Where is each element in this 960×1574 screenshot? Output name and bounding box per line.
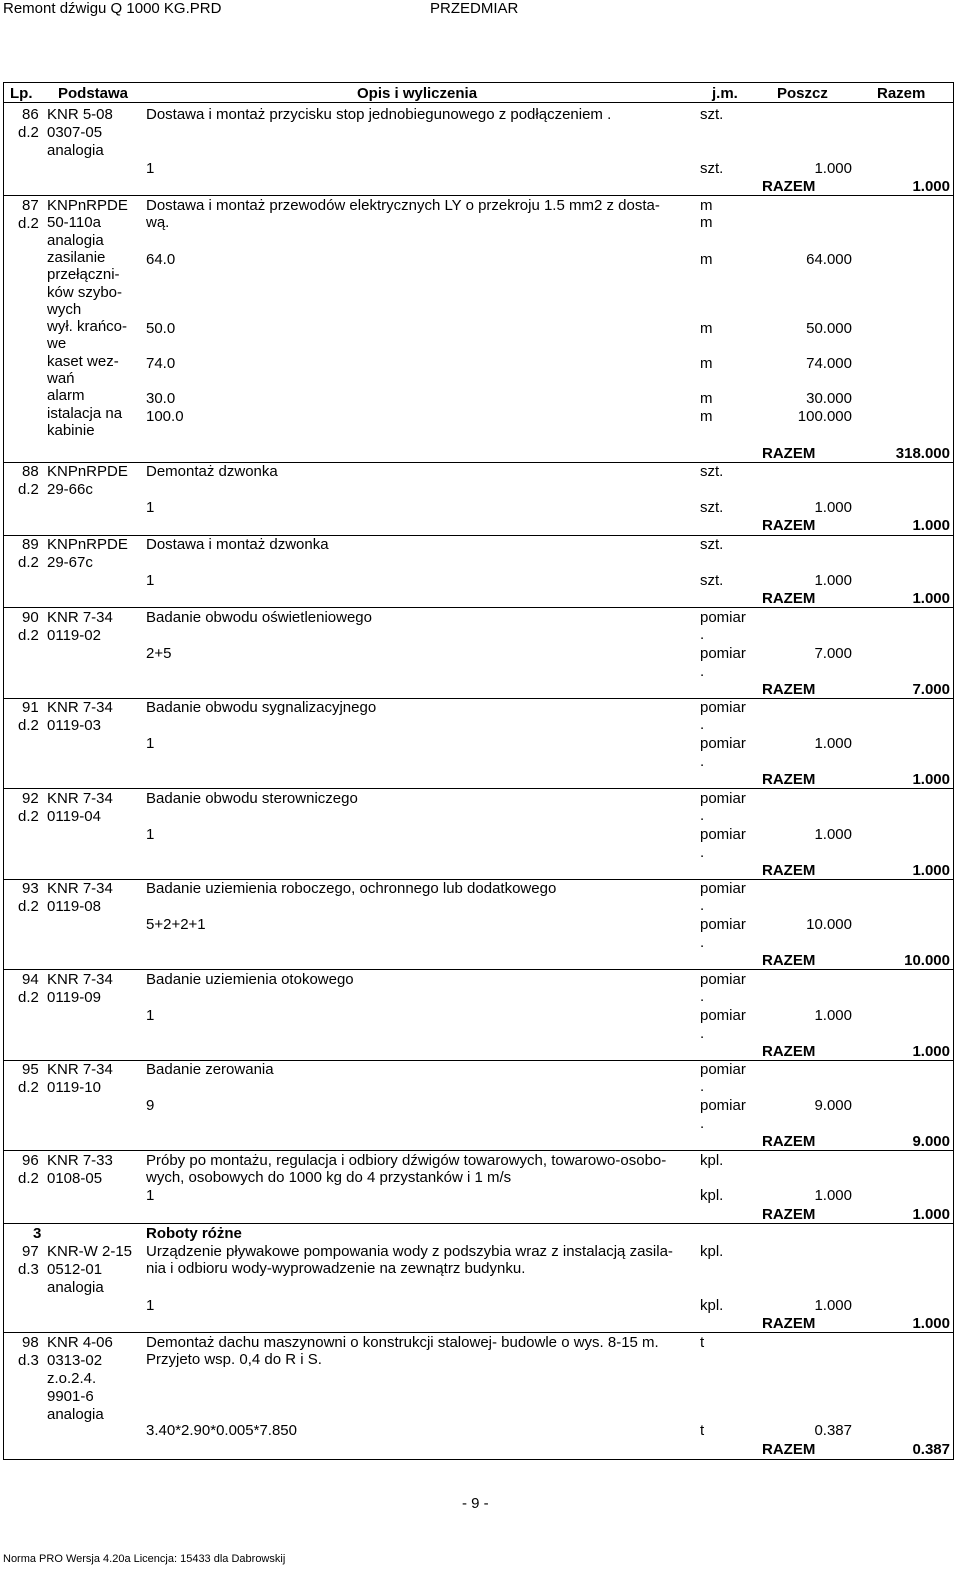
item-sub: d.2 [18,898,39,915]
razem-label: RAZEM [762,862,816,879]
item-jm: kpl. [700,1152,724,1169]
calc-jm: pomiar [700,645,746,662]
row-divider [3,969,954,970]
item-podstawa: zasilanie [47,248,106,266]
item-podstawa: analogia [47,1279,104,1296]
item-jm: pomiar [700,880,746,897]
calc-expression: 1 [146,735,155,752]
razem-value: 1.000 [912,590,950,607]
item-lp: 98 [22,1334,39,1351]
item-sub: d.2 [18,554,39,571]
calc-jm: m [700,251,713,268]
item-jm: kpl. [700,1243,724,1260]
item-podstawa: we [47,335,67,353]
item-podstawa: KNR 7-34 [47,699,113,716]
header-divider [3,102,954,103]
item-lp: 96 [22,1152,39,1169]
item-podstawa: wych [47,300,82,318]
calc-jm-dot: . [700,1115,705,1132]
calc-jm: pomiar [700,1007,746,1024]
item-podstawa: KNR 7-34 [47,609,113,626]
row-divider [3,1332,954,1333]
razem-value: 1.000 [912,1206,950,1223]
calc-value: 7.000 [814,645,852,662]
calc-expression: 9 [146,1097,155,1114]
calc-expression: 5+2+2+1 [146,916,206,933]
item-podstawa: KNR 7-34 [47,971,113,988]
item-jm: szt. [700,106,724,123]
calc-expression: 100.0 [146,408,184,425]
calc-value: 1.000 [814,826,852,843]
item-podstawa: analogia [47,231,104,249]
document-title: Remont dźwigu Q 1000 KG.PRD [3,0,222,17]
item-sub: d.2 [18,481,39,498]
item-lp: 89 [22,536,39,553]
calc-expression: 1 [146,826,155,843]
item-opis: Próby po montażu, regulacja i odbiory dźwigów towarowych, towarowo-osobo- [146,1152,667,1169]
calc-jm: kpl. [700,1297,724,1314]
item-podstawa: KNPnRPDE [47,463,128,480]
calc-jm: pomiar [700,1097,746,1114]
col-header-poszcz: Poszcz [777,85,828,102]
calc-value: 50.000 [806,320,852,337]
item-opis: wą. [146,214,170,231]
item-podstawa: kaset wez- [47,352,119,370]
item-podstawa: 0108-05 [47,1170,103,1187]
razem-value: 1.000 [912,517,950,534]
calc-jm: kpl. [700,1187,724,1204]
razem-label: RAZEM [762,771,816,788]
calc-expression: 1 [146,499,155,516]
item-podstawa: 0119-04 [47,808,101,825]
col-header-jm: j.m. [712,85,738,102]
calc-value: 1.000 [814,160,852,177]
row-divider [3,1223,954,1224]
calc-jm: szt. [700,499,724,516]
item-podstawa: 0313-02 [47,1352,103,1369]
razem-value: 1.000 [912,771,950,788]
item-opis: Dostawa i montaż dzwonka [146,536,329,553]
item-podstawa: przełączni- [47,266,120,284]
item-podstawa: alarm [47,387,85,405]
calc-expression: 1 [146,1187,155,1204]
item-jm: . [700,1078,705,1095]
item-podstawa: ków szybo- [47,283,123,301]
item-sub: d.2 [18,989,39,1006]
col-header-opis: Opis i wyliczenia [357,85,478,102]
item-podstawa: 50-110a [47,214,101,232]
calc-value: 1.000 [814,572,852,589]
calc-expression: 1 [146,1297,155,1314]
col-header-razem: Razem [877,85,926,102]
razem-label: RAZEM [762,178,816,195]
razem-value: 318.000 [895,445,950,462]
item-opis: Demontaż dzwonka [146,463,278,480]
item-jm: . [700,897,705,914]
item-jm: pomiar [700,790,746,807]
item-podstawa: wył. krańco- [47,318,128,336]
calc-jm: szt. [700,160,724,177]
calc-jm-dot: . [700,1025,705,1042]
item-lp: 95 [22,1061,39,1078]
item-podstawa: analogia [47,1406,104,1423]
item-opis: Badanie zerowania [146,1061,274,1078]
calc-expression: 1 [146,160,155,177]
item-jm: pomiar [700,609,746,626]
calc-jm: m [700,390,713,407]
item-podstawa: 29-66c [47,481,93,498]
item-sub: d.3 [18,1261,39,1278]
calc-value: 1.000 [814,1297,852,1314]
calc-expression: 2+5 [146,645,172,662]
item-jm: . [700,716,705,733]
item-lp: 97 [22,1243,39,1260]
item-podstawa: 0307-05 [47,124,103,141]
item-opis: Dostawa i montaż przycisku stop jednobiegunowego z podłączeniem . [146,106,612,123]
item-lp: 87 [22,197,39,214]
item-podstawa: 29-67c [47,554,93,571]
item-opis: nia i odbioru wody-wyprowadzenie na zewnątrz budynku. [146,1260,526,1277]
document-type: PRZEDMIAR [430,0,519,17]
item-podstawa: KNR 7-34 [47,1061,113,1078]
item-podstawa: kabinie [47,421,95,439]
col-header-podstawa: Podstawa [58,85,129,102]
item-lp: 92 [22,790,39,807]
calc-value: 1.000 [814,1187,852,1204]
razem-value: 1.000 [912,1315,950,1332]
calc-expression: 1 [146,572,155,589]
section-title: Roboty różne [146,1225,242,1242]
razem-value: 1.000 [912,178,950,195]
item-jm: . [700,626,705,643]
item-podstawa: KNR 7-34 [47,880,113,897]
item-podstawa: 0512-01 [47,1261,103,1278]
col-header-lp: Lp. [10,85,33,102]
razem-value: 7.000 [912,681,950,698]
calc-jm: szt. [700,572,724,589]
item-podstawa: 0119-08 [47,898,101,915]
item-sub: d.2 [18,124,39,141]
page-number: - 9 - [462,1495,489,1512]
item-podstawa: KNR 7-33 [47,1152,113,1169]
item-podstawa: 0119-02 [47,627,101,644]
item-podstawa: 9901-6 [47,1388,94,1405]
row-divider [3,788,954,789]
razem-value: 1.000 [912,862,950,879]
razem-label: RAZEM [762,445,816,462]
item-jm: . [700,807,705,824]
calc-value: 100.000 [797,408,852,425]
calc-jm: t [700,1422,705,1439]
calc-jm-dot: . [700,844,705,861]
razem-label: RAZEM [762,1441,816,1458]
item-podstawa: KNR 5-08 [47,106,113,123]
item-opis: Badanie obwodu sygnalizacyjnego [146,699,377,716]
item-podstawa: analogia [47,142,104,159]
item-podstawa: KNR 7-34 [47,790,113,807]
item-lp: 91 [22,699,39,716]
item-jm: pomiar [700,699,746,716]
item-sub: d.2 [18,627,39,644]
item-lp: 93 [22,880,39,897]
calc-expression: 64.0 [146,251,176,268]
item-sub: d.2 [18,717,39,734]
razem-label: RAZEM [762,1133,816,1150]
calc-jm: pomiar [700,735,746,752]
calc-jm: m [700,408,713,425]
calc-value: 1.000 [814,735,852,752]
razem-label: RAZEM [762,952,816,969]
razem-label: RAZEM [762,1043,816,1060]
calc-jm-dot: . [700,663,705,680]
item-opis: wych, osobowych do 1000 kg do 4 przystanków i 1 m/s [146,1169,512,1186]
item-podstawa: KNPnRPDE [47,536,128,553]
item-sub: d.2 [18,215,39,232]
item-podstawa: 0119-03 [47,717,101,734]
row-divider [3,1150,954,1151]
item-podstawa: istalacja na [47,404,123,422]
item-sub: d.2 [18,1170,39,1187]
calc-value: 10.000 [806,916,852,933]
calc-jm-dot: . [700,753,705,770]
row-divider [3,607,954,608]
item-opis: Przyjeto wsp. 0,4 do R i S. [146,1351,322,1368]
calc-jm-dot: . [700,934,705,951]
item-opis: Badanie uziemienia roboczego, ochronnego lub dodatkowego [146,880,557,897]
item-lp: 86 [22,106,39,123]
calc-jm: pomiar [700,826,746,843]
item-podstawa: KNR-W 2-15 [47,1243,133,1260]
item-lp: 88 [22,463,39,480]
item-podstawa: KNR 4-06 [47,1334,113,1351]
razem-label: RAZEM [762,1315,816,1332]
calc-jm: pomiar [700,916,746,933]
item-opis: Badanie obwodu sterowniczego [146,790,358,807]
item-jm: pomiar [700,1061,746,1078]
calc-value: 64.000 [806,251,852,268]
item-podstawa: wań [47,370,75,387]
item-jm: szt. [700,463,724,480]
section-number: 3 [33,1225,42,1242]
item-lp: 90 [22,609,39,626]
row-divider [3,195,954,196]
item-jm: m [700,197,713,214]
razem-label: RAZEM [762,1206,816,1223]
item-podstawa: 0119-10 [47,1079,101,1096]
razem-value: 1.000 [912,1043,950,1060]
item-podstawa: KNPnRPDE [47,197,128,214]
calc-value: 30.000 [806,390,852,407]
razem-label: RAZEM [762,517,816,534]
calc-value: 9.000 [814,1097,852,1114]
razem-value: 0.387 [912,1441,950,1458]
calc-expression: 74.0 [146,355,176,372]
item-jm: pomiar [700,971,746,988]
item-lp: 94 [22,971,39,988]
item-sub: d.3 [18,1352,39,1369]
software-footer: Norma PRO Wersja 4.20a Licencja: 15433 dla Dabrowskij [3,1553,286,1565]
calc-expression: 1 [146,1007,155,1024]
item-jm: . [700,988,705,1005]
razem-label: RAZEM [762,681,816,698]
item-podstawa: 0119-09 [47,989,101,1006]
item-sub: d.2 [18,808,39,825]
razem-value: 9.000 [912,1133,950,1150]
item-opis: Urządzenie pływakowe pompowania wody z podszybia wraz z instalacją zasila- [146,1243,673,1260]
calc-jm: m [700,355,713,372]
razem-label: RAZEM [762,590,816,607]
calc-expression: 50.0 [146,320,176,337]
calc-expression: 3.40*2.90*0.005*7.850 [146,1422,297,1439]
item-jm: t [700,1334,705,1351]
item-opis: Demontaż dachu maszynowni o konstrukcji stalowej- budowle o wys. 8-15 m. [146,1334,659,1351]
item-podstawa: z.o.2.4. [47,1370,97,1387]
calc-expression: 30.0 [146,390,176,407]
calc-value: 0.387 [814,1422,852,1439]
item-jm: szt. [700,536,724,553]
razem-value: 10.000 [904,952,950,969]
item-sub: d.2 [18,1079,39,1096]
item-opis: Badanie obwodu oświetleniowego [146,609,372,626]
item-opis: Dostawa i montaż przewodów elektrycznych LY o przekroju 1.5 mm2 z dosta- [146,197,660,214]
item-jm: m [700,214,713,231]
calc-value: 1.000 [814,1007,852,1024]
item-opis: Badanie uziemienia otokowego [146,971,354,988]
calc-jm: m [700,320,713,337]
calc-value: 1.000 [814,499,852,516]
calc-value: 74.000 [806,355,852,372]
